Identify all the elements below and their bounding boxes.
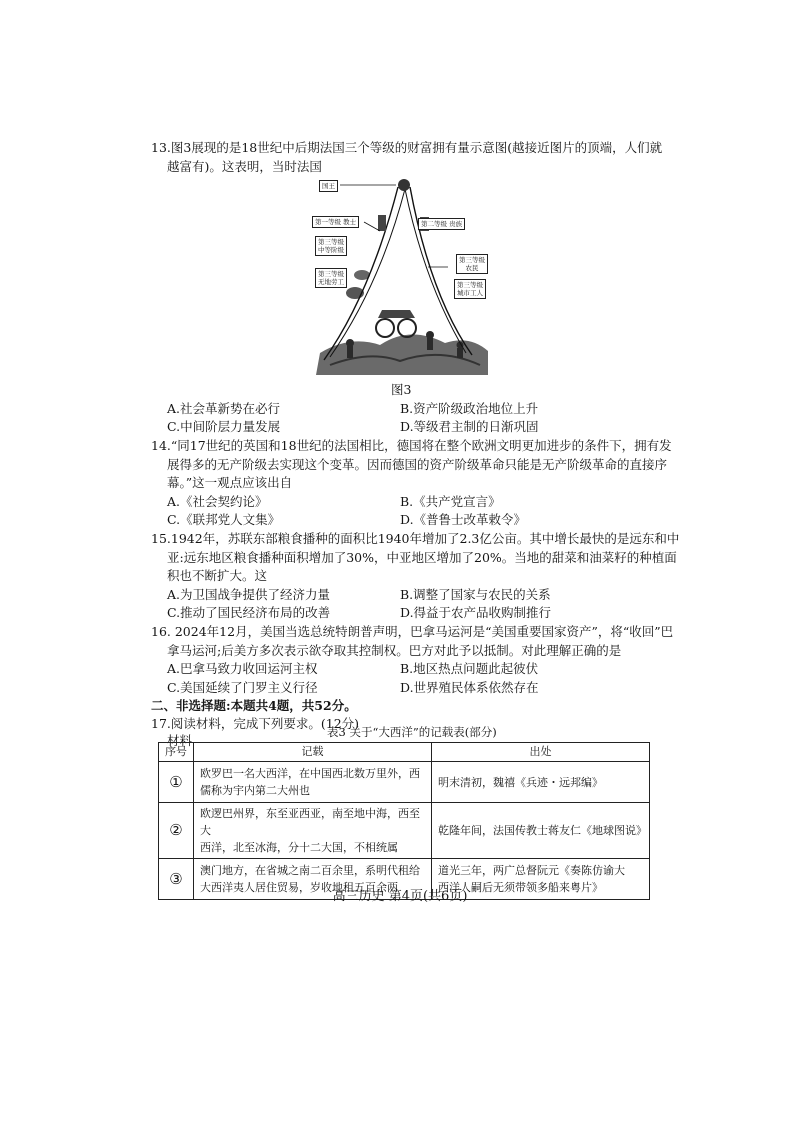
record-line: 澳门地方，在省城之南二百余里，系明代租给 [200,864,420,877]
q15-stem-line3: 积也不断扩大。这 [167,568,268,583]
q14-option-a[interactable]: A.《社会契约论》 [167,494,268,509]
table-row [159,762,650,803]
row-number: ② [159,803,194,859]
record-line: 欧罗巴一名大西洋，在中国西北数万里外，西 [200,767,420,780]
peasants-label-line1: 第三等级 [459,256,485,264]
q16-option-c[interactable]: C.美国延续了门罗主义行径 [167,680,318,695]
q15-option-d[interactable]: D.得益于农产品收购制推行 [400,605,552,620]
q16-stem-line2: 拿马运河;后美方多次表示欲夺取其控制权。巴方对此予以抵制。对此理解正确的是 [167,643,622,658]
second-estate-label: 第二等级 贵族 [418,218,465,230]
q13-stem-line2: 越富有)。这表明，当时法国 [167,159,322,174]
atlantic-records-table [158,742,650,900]
table-title: 表3 关于“大西洋”的记载表(部分) [327,725,497,739]
q16-option-d[interactable]: D.世界殖民体系依然存在 [400,680,539,695]
row-source [432,803,650,859]
q16-option-a[interactable]: A.巴拿马致力收回运河主权 [167,661,318,676]
record-line: 西洋，北至冰海，分十二大国，不相统属 [200,841,398,854]
q16-option-b[interactable]: B.地区热点问题此起彼伏 [400,661,539,676]
row-number: ① [159,762,194,803]
table-row [159,803,650,859]
q13-option-a[interactable]: A.社会革新势在必行 [167,401,281,416]
row-source [432,762,650,803]
source-line: 明末清初，魏禧《兵迹・远邦编》 [438,775,603,789]
urban-workers-label-line2: 城市工人 [457,289,483,297]
source-line: 乾隆年间，法国传教士蒋友仁《地球图说》 [438,824,647,837]
middle-class-label [315,236,347,256]
figure-caption: 图3 [391,382,412,397]
q15-option-c[interactable]: C.推动了国民经济布局的改善 [167,605,331,620]
record-line: 大西洋夷人居住贸易，岁收地租五百余两 [200,881,398,894]
q15-option-a[interactable]: A.为卫国战争提供了经济力量 [167,587,331,602]
row-record [194,762,432,803]
middle-class-label-line2: 中等阶级 [318,246,344,254]
header-source: 出处 [432,743,650,762]
table-header-row [159,743,650,762]
q13-stem-line1: 13.图3展现的是18世纪中后期法国三个等级的财富拥有量示意图(越接近图片的顶端，人们就 [151,140,663,155]
q13-option-d[interactable]: D.等级君主制的日渐巩固 [400,419,539,434]
q13-option-b[interactable]: B.资产阶级政治地位上升 [400,401,539,416]
landless-labor-label [315,268,347,288]
q14-option-d[interactable]: D.《普鲁士改革敕令》 [400,512,527,527]
header-number: 序号 [159,743,194,762]
q17-material-label: 材料 [167,733,193,748]
landless-labor-label-line1: 第三等级 [318,270,344,278]
urban-workers-label-line1: 第三等级 [457,281,483,289]
q13-option-c[interactable]: C.中间阶层力量发展 [167,419,281,434]
peasants-label [456,254,488,274]
king-label: 国王 [319,180,338,192]
q14-option-b[interactable]: B.《共产党宣言》 [400,494,501,509]
landless-labor-label-line2: 无地劳工 [318,278,344,286]
row-record [194,803,432,859]
record-line: 儒称为宇内第二大州也 [200,784,310,797]
q16-stem-line1: 16. 2024年12月，美国当选总统特朗普声明，巴拿马运河是“美国重要国家资产”，将“收回”巴 [151,624,674,639]
q14-stem-line1: 14.“同17世纪的英国和18世纪的法国相比，德国将在整个欧洲文明更加进步的条件下，拥有发 [151,438,672,453]
q14-option-c[interactable]: C.《联邦党人文集》 [167,512,281,527]
q14-stem-line3: 幕。”这一观点应该出自 [167,475,293,490]
section-2-heading: 二、非选择题:本题共4题，共52分。 [151,698,357,713]
q15-stem-line2: 亚:远东地区粮食播种面积增加了30%，中亚地区增加了20%。当地的甜菜和油菜籽的种植面 [167,550,677,565]
urban-workers-label [454,279,486,299]
peasants-label-line2: 农民 [465,264,479,272]
wealth-pyramid-figure [310,175,490,380]
page-footer: 高三历史 第4页(共6页) [332,889,468,904]
q15-stem-line1: 15.1942年，苏联东部粮食播种的面积比1940年增加了2.3亿公亩。其中增长最快的是远东和中 [151,531,680,546]
q15-option-b[interactable]: B.调整了国家与农民的关系 [400,587,551,602]
q14-stem-line2: 展得多的无产阶级去实现这个变革。因而德国的资产阶级革命只能是无产阶级革命的直接序 [167,457,668,472]
header-record: 记载 [194,743,432,762]
first-estate-label: 第一等级 教士 [312,216,359,228]
source-line: 西洋人嗣后无须带领多船来粤片》 [438,881,603,894]
record-line: 欧逻巴州界，东至亚西亚，南至地中海，西至大 [200,807,420,837]
row-number: ③ [159,859,194,900]
source-line: 道光三年，两广总督阮元《奏陈仿谕大 [438,864,625,877]
q17-stem: 17.阅读材料，完成下列要求。(12分) [151,716,360,731]
middle-class-label-line1: 第三等级 [318,238,344,246]
